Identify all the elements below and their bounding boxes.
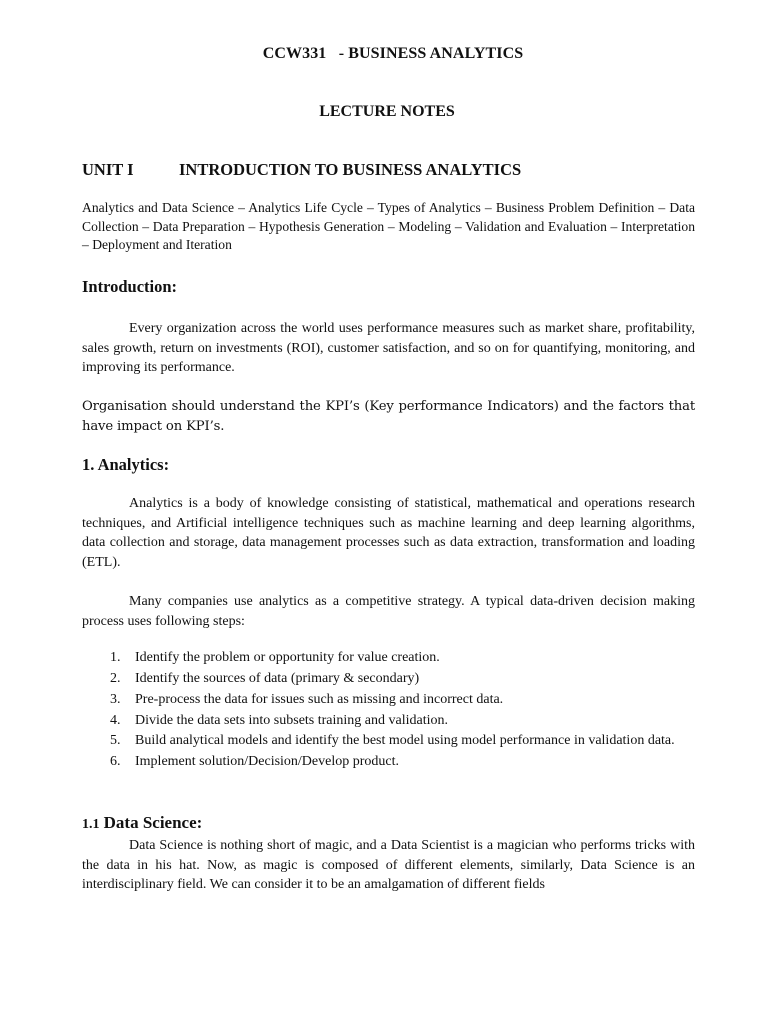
list-item-text: Build analytical models and identify the best model using model performance in validation data. <box>135 733 675 748</box>
list-item-number: 2. <box>110 671 121 686</box>
data-science-heading-number: 1.1 <box>82 817 100 832</box>
introduction-paragraph: Every organization across the world uses performance measures such as market share, profitability, sales growth, return on investments (ROI), customer satisfaction, and so on for quantifying, monitoring, and improving its performance. <box>82 321 695 375</box>
analytics-heading: 1. Analytics: <box>82 455 170 474</box>
list-item-number: 6. <box>110 754 121 769</box>
kpi-paragraph: Organisation should understand the KPI’s (Key performance Indicators) and the factors that have impact on KPI’s. <box>82 399 695 434</box>
decision-steps-list <box>82 647 695 772</box>
unit-number: UNIT I <box>82 160 134 179</box>
analytics-steps-intro: Many companies use analytics as a competitive strategy. A typical data-driven decision making process uses following steps: <box>82 594 695 629</box>
list-item-number: 3. <box>110 692 121 707</box>
list-item-text: Identify the sources of data (primary & secondary) <box>135 671 420 686</box>
list-item-text: Implement solution/Decision/Develop product. <box>135 754 400 769</box>
list-item-number: 4. <box>110 713 121 728</box>
list-item <box>82 751 695 772</box>
unit-heading <box>82 160 521 180</box>
data-science-heading-title: Data Science: <box>103 813 203 832</box>
unit-title: INTRODUCTION TO BUSINESS ANALYTICS <box>179 160 522 179</box>
unit-topics: Analytics and Data Science – Analytics Life Cycle – Types of Analytics – Business Problem Definition – Data Collection – Data Preparation – Hypothesis Generation – Modeling – Validation and Evaluation – Interpretation – Deployment and Iteration <box>82 200 695 252</box>
introduction-heading: Introduction: <box>82 277 178 296</box>
list-item-number: 5. <box>110 733 121 748</box>
lecture-notes-title: LECTURE NOTES <box>319 103 455 120</box>
list-item-text: Divide the data sets into subsets training and validation. <box>135 713 448 728</box>
analytics-paragraph: Analytics is a body of knowledge consisting of statistical, mathematical and operations research techniques, and Artificial intelligence techniques such as machine learning and deep learning algorithms, data collection and storage, data management processes such as data extraction, transformation and loading (ETL). <box>82 496 695 570</box>
course-title: CCW331 - BUSINESS ANALYTICS <box>262 45 524 62</box>
data-science-heading <box>82 813 202 833</box>
list-item <box>82 710 695 731</box>
data-science-paragraph: Data Science is nothing short of magic, and a Data Scientist is a magician who performs tricks with the data in his hat. Now, as magic is composed of different elements, similarly, Data Science is an interdisciplinary field. We can consider it to be an amalgamation of different fields <box>82 838 695 892</box>
list-item-text: Identify the problem or opportunity for value creation. <box>135 650 440 665</box>
list-item-number: 1. <box>110 650 121 665</box>
list-item-text: Pre-process the data for issues such as missing and incorrect data. <box>135 692 504 707</box>
list-item <box>82 689 695 710</box>
list-item <box>82 647 695 668</box>
list-item <box>82 668 695 689</box>
list-item <box>82 731 695 751</box>
